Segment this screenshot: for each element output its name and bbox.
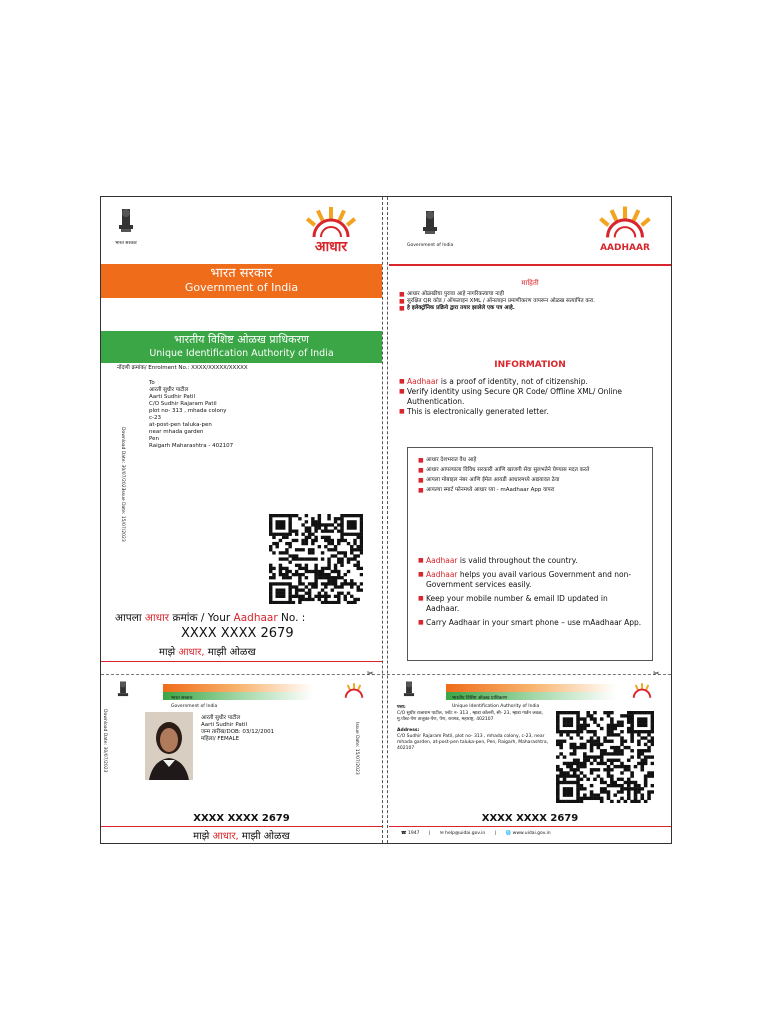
- gov-band-hi: भारत सरकार: [210, 266, 273, 281]
- card-back-address: [397, 705, 552, 752]
- card-front-red-rule: [101, 826, 382, 827]
- address-line: Pen: [149, 436, 159, 442]
- national-emblem-icon: [115, 680, 131, 702]
- enrolment-label: नोंदणी क्रमांक/ Enrolment No.:: [117, 365, 190, 371]
- tagline-part-red: आधार,: [178, 647, 205, 658]
- uidai-band-hi: भारतीय विशिष्ट ओळख प्राधिकरण: [173, 333, 310, 346]
- qr-code-icon: [269, 514, 363, 604]
- address-line: Raigarh Maharashtra - 402107: [149, 443, 234, 449]
- aadhaar-sun-logo-icon: [296, 207, 366, 239]
- issue-date: Issue Date: 15/07/2023: [120, 489, 125, 542]
- info-box: [407, 447, 653, 661]
- card-band-orange: [163, 684, 313, 692]
- label-part-red: आधार: [144, 612, 170, 624]
- tagline-part-red: आधार,: [212, 831, 239, 842]
- aadhaar-logo: [296, 207, 366, 255]
- back-logo-text: AADHAAR: [600, 243, 650, 253]
- aadhaar-sun-logo-icon: [625, 681, 659, 701]
- box-item-hi: ■ आधार देशभरात वैध आहे: [418, 457, 628, 464]
- info-item-en: ■ Aadhaar is a proof of identity, not of citizenship.: [399, 377, 661, 387]
- emblem-caption: भारत सरकार: [115, 241, 137, 246]
- holder-name-en: Aarti Sudhir Patil: [201, 722, 247, 728]
- info-title-en: INFORMATION: [494, 360, 566, 370]
- card-back-red-rule: [389, 826, 671, 827]
- box-item-en: ■ Carry Aadhaar in your smart phone – use mAadhaar App.: [418, 618, 643, 628]
- address-line: at-post-pen taluka-pen: [149, 422, 212, 428]
- card-back-emblem: [401, 680, 417, 706]
- cut-line-horizontal: [101, 674, 671, 675]
- qr-code-card: [556, 711, 654, 803]
- tagline-part: माझे: [193, 831, 210, 842]
- tagline-part: माझी ओळख: [241, 831, 290, 842]
- email-icon: ✉: [439, 831, 444, 836]
- card-download-date: Download Date: 30/07/2023: [102, 709, 107, 773]
- back-logo-caption: Government of India: [407, 243, 454, 248]
- aadhaar-sun-logo-icon: [589, 205, 661, 241]
- person-photo-icon: [145, 712, 193, 780]
- address-line: c-23: [149, 415, 162, 421]
- aadhaar-sun-logo-icon: [337, 681, 371, 701]
- card-front-number: XXXX XXXX 2679: [193, 813, 290, 824]
- info-title-hi: माहिती: [521, 279, 539, 287]
- card-back-band-orange: [446, 684, 616, 692]
- qr-code-icon: [556, 711, 654, 803]
- label-part: आपला: [115, 612, 142, 624]
- info-item-hi: ■ हे इलेक्ट्रॉनिक प्रक्रिये द्वारा तयार झालेले एक पत्र आहे.: [399, 305, 654, 312]
- red-divider: [101, 661, 382, 662]
- tagline-part: माझे: [159, 647, 176, 658]
- card-back-aadhaar-logo: [625, 681, 659, 705]
- gov-band: [101, 264, 382, 298]
- national-emblem-icon: [401, 680, 417, 702]
- address-line: C/O Sudhir Rajaram Patil: [149, 401, 217, 407]
- aadhaar-letter-sheet: [100, 196, 672, 844]
- card-aadhaar-logo: [337, 681, 371, 705]
- info-item-en: ■ Verify identity using Secure QR Code/ Offline XML/ Online Authentication.: [399, 387, 661, 407]
- addr-hi: C/O सुधीर राजाराम पाटील, प्लॉट न- 313 , म्हाडा कॉलनी, सी- 23, म्हाडा गार्डन जवळ, मु.पोस्ट-पेण तालुका-पेण, पेण, रायगड, महाराष्ट्र, 402107: [397, 711, 543, 722]
- info-item-hi: ■ आधार ओळखीचा पुरावा आहे नागरिकत्वाचा नाही: [399, 291, 654, 298]
- national-emblem-back: [407, 209, 454, 249]
- box-list-en: [418, 556, 643, 628]
- card-back-contact: ☎ 1947 | ✉ help@uidai.gov.in | 🌐 www.uidai.gov.in: [401, 831, 551, 836]
- label-part: No. :: [281, 612, 306, 624]
- addr-en: C/O Sudhir Rajaram Patil, plot no- 313 , mhada colony, c-23, near mhada garden, at-post-pen taluka-pen, Pen, Raigarh, Maharashtra, 402107: [397, 734, 549, 751]
- your-aadhaar-label: [115, 611, 305, 625]
- holder-dob: जन्म तारीख/DOB: 03/12/2001: [201, 729, 275, 735]
- address-line: आरती सुधीर पाटील: [149, 387, 189, 393]
- scissors-icon: ✂: [367, 669, 374, 678]
- card-front-tagline: [101, 828, 382, 842]
- box-item-en: ■ Aadhaar helps you avail various Government and non-Government services easily.: [418, 570, 643, 590]
- helpline: 1947: [408, 831, 420, 836]
- holder-photo: [145, 712, 193, 780]
- card-back-band-en: Unique Identification Authority of India: [452, 704, 540, 709]
- aadhaar-logo-back: [589, 205, 661, 260]
- download-date: Download Date: 30/07/2023: [120, 427, 125, 491]
- box-item-hi: ■ आपला मोबाइल नंबर आणि ईमेल आयडी आधारमध्ये अद्ययावत ठेवा: [418, 477, 628, 484]
- address-line: To: [149, 380, 155, 386]
- address-line: near mhada garden: [149, 429, 204, 435]
- back-red-rule: [389, 264, 671, 266]
- recipient-address: [149, 380, 329, 450]
- uidai-band-en: Unique Identification Authority of India: [149, 348, 334, 359]
- card-uidai-band: [446, 684, 616, 709]
- fold-line-vertical: [382, 197, 388, 843]
- box-item-en: ■ Keep your mobile number & email ID updated in Aadhaar.: [418, 594, 643, 614]
- card-back-band-green: [446, 692, 616, 709]
- label-part-red: Aadhaar: [233, 612, 278, 624]
- qr-code-front: [269, 514, 363, 604]
- logo-text: आधार: [314, 239, 348, 255]
- tagline-front: [159, 644, 256, 658]
- box-item-en: ■ Aadhaar is valid throughout the country.: [418, 556, 643, 566]
- card-band-en: Government of India: [171, 704, 218, 709]
- scissors-icon: ✂: [653, 669, 660, 678]
- card-back-number: XXXX XXXX 2679: [481, 813, 579, 824]
- card-holder-details: [201, 715, 351, 743]
- card-issue-date: Issue Date: 15/07/2023: [354, 722, 359, 775]
- address-line: Aarti Sudhir Patil: [149, 394, 195, 400]
- card-gov-band: [163, 684, 313, 709]
- box-item-hi: ■ आधार आपल्याला विविध सरकारी आणि खाजगी सेवा सुलभतेने घेण्यास मदत करते: [418, 467, 628, 474]
- info-list-en: [399, 377, 661, 417]
- box-item-hi: ■ आपल्या स्मार्ट फोनमध्ये आधार घ्या - mAadhaar App वापरा: [418, 487, 628, 494]
- web-icon: 🌐: [505, 831, 512, 836]
- address-line: plot no- 313 , mhada colony: [149, 408, 227, 414]
- box-list-hi: [418, 457, 628, 494]
- aadhaar-number-front: XXXX XXXX 2679: [181, 626, 294, 641]
- card-band-green: [163, 692, 313, 709]
- holder-gender: महिला/ FEMALE: [201, 736, 240, 742]
- info-item-hi: ■ सुरक्षित QR कोड / ऑफलाइन XML / ऑनलाइन प्रमाणीकरण वापरून ओळख सत्यापित करा.: [399, 298, 654, 305]
- website: www.uidai.gov.in: [512, 831, 551, 836]
- email: help@uidai.gov.in: [445, 831, 486, 836]
- addr-en-label: Address:: [397, 728, 420, 733]
- info-list-hi: [399, 291, 654, 312]
- info-item-en: ■ This is electronically generated letter.: [399, 407, 661, 417]
- enrolment-line: [117, 365, 248, 372]
- national-emblem: [115, 207, 141, 247]
- gov-band-en: Government of India: [184, 281, 299, 294]
- tagline-part: माझी ओळख: [207, 647, 256, 658]
- uidai-band: [101, 331, 382, 363]
- label-part: क्रमांक / Your: [172, 612, 231, 624]
- enrolment-number: XXXX/XXXXX/XXXXX: [191, 365, 248, 371]
- holder-name-hi: आरती सुधीर पाटील: [201, 715, 241, 721]
- addr-hi-label: पत्ता:: [397, 705, 406, 710]
- phone-icon: ☎: [401, 831, 407, 836]
- card-emblem: [115, 680, 131, 706]
